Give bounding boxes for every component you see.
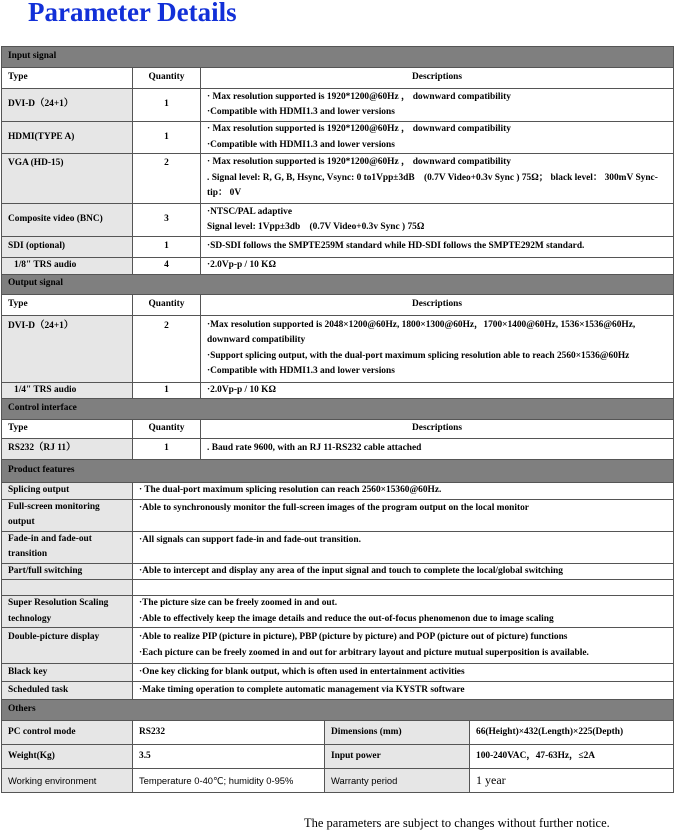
feature-name: Double-picture display	[2, 628, 133, 664]
spec-key: PC control mode	[2, 721, 133, 745]
page-title: Parameter Details	[28, 0, 237, 27]
feature-description: ·Able to intercept and display any area of the input signal and touch to complete the local/global switching	[133, 563, 674, 580]
feature-row	[2, 531, 674, 563]
spec-key: Weight(Kg)	[2, 745, 133, 769]
column-header-row	[2, 420, 674, 439]
section-header-others: Others	[2, 700, 674, 721]
spec-key: Working environment	[2, 769, 133, 793]
feature-description: ·Make timing operation to complete automatic management via KYSTR software	[133, 682, 674, 700]
parameter-table	[1, 46, 674, 793]
table-row	[2, 122, 674, 154]
feature-name: Splicing output	[2, 483, 133, 500]
row-quantity: 1	[133, 237, 201, 258]
row-description: · Max resolution supported is 1920*1200@60Hz ， downward compatibility . Signal level: R, G, B, Hsync, Vsync: 0 to1Vpp±3dB (0.7V Video+0.3v Sync ) 75Ω； black level： 300mV Sync-tip： 0V	[201, 154, 674, 204]
row-description: ·NTSC/PAL adaptive Signal level: 1Vpp±3db (0.7V Video+0.3v Sync ) 75Ω	[201, 204, 674, 237]
spec-key: Warranty period	[325, 769, 470, 793]
row-quantity: 1	[133, 122, 201, 154]
header-quantity: Quantity	[133, 68, 201, 89]
feature-name: Super Resolution Scaling technology	[2, 596, 133, 628]
feature-row	[2, 664, 674, 682]
row-quantity: 4	[133, 258, 201, 275]
feature-description: ·All signals can support fade-in and fade-out transition.	[133, 531, 674, 563]
row-description: · Max resolution supported is 1920*1200@60Hz ， downward compatibility ·Compatible with HDMI1.3 and lower versions	[201, 122, 674, 154]
header-descriptions: Descriptions	[201, 294, 674, 315]
header-quantity: Quantity	[133, 294, 201, 315]
feature-row	[2, 628, 674, 664]
feature-description: ·Able to realize PIP (picture in picture), PBP (picture by picture) and POP (picture out of picture) functions ·Each picture can be freely zoomed in and out for arbitrary layout and picture mutual superposition is available.	[133, 628, 674, 664]
feature-name	[2, 580, 133, 596]
feature-name: Full-screen monitoring output	[2, 499, 133, 531]
others-row	[2, 769, 674, 793]
row-type: 1/4" TRS audio	[2, 382, 133, 399]
feature-description: ·The picture size can be freely zoomed in and out. ·Able to effectively keep the image details and reduce the out-of-focus phenomenon due to image scaling	[133, 596, 674, 628]
feature-row	[2, 596, 674, 628]
row-type: DVI-D（24+1）	[2, 315, 133, 382]
header-descriptions: Descriptions	[201, 420, 674, 439]
table-row	[2, 258, 674, 275]
header-type: Type	[2, 68, 133, 89]
header-descriptions: Descriptions	[201, 68, 674, 89]
feature-row	[2, 682, 674, 700]
spec-key: Input power	[325, 745, 470, 769]
feature-row-empty	[2, 580, 674, 596]
feature-description: · The dual-port maximum splicing resolution can reach 2560×15360@60Hz.	[133, 483, 674, 500]
table-row	[2, 315, 674, 382]
feature-name: Fade-in and fade-out transition	[2, 531, 133, 563]
table-row	[2, 237, 674, 258]
row-description: ·Max resolution supported is 2048×1200@60Hz, 1800×1300@60Hz，1700×1400@60Hz, 1536×1536@60Hz, downward compatibility ·Support splicing output, with the dual-port maximum splicing resolution able to reach 2560×1536@60Hz ·Compatible with HDMI1.3 and lower versions	[201, 315, 674, 382]
row-quantity: 2	[133, 315, 201, 382]
row-type: SDI (optional)	[2, 237, 133, 258]
others-row	[2, 745, 674, 769]
spec-key: Dimensions (mm)	[325, 721, 470, 745]
row-quantity: 1	[133, 439, 201, 460]
row-description: . Baud rate 9600, with an RJ 11-RS232 cable attached	[201, 439, 674, 460]
row-type: Composite video (BNC)	[2, 204, 133, 237]
spec-value: RS232	[133, 721, 325, 745]
row-type: RS232（RJ 11）	[2, 439, 133, 460]
row-description: · Max resolution supported is 1920*1200@60Hz ， downward compatibility ·Compatible with HDMI1.3 and lower versions	[201, 89, 674, 122]
row-type: HDMI(TYPE A)	[2, 122, 133, 154]
spec-value: 100-240VAC，47-63Hz，≤2A	[470, 745, 674, 769]
feature-name: Scheduled task	[2, 682, 133, 700]
feature-row	[2, 483, 674, 500]
others-row	[2, 721, 674, 745]
feature-name: Part/full switching	[2, 563, 133, 580]
section-header-control: Control interface	[2, 399, 674, 420]
table-row	[2, 89, 674, 122]
footer-note: The parameters are subject to changes without further notice.	[304, 816, 610, 830]
table-row	[2, 204, 674, 237]
feature-description	[133, 580, 674, 596]
row-type: VGA (HD-15)	[2, 154, 133, 204]
spec-value: Temperature 0-40℃; humidity 0-95%	[133, 769, 325, 793]
table-row	[2, 154, 674, 204]
column-header-row	[2, 294, 674, 315]
section-header-input: Input signal	[2, 47, 674, 68]
row-quantity: 3	[133, 204, 201, 237]
row-quantity: 2	[133, 154, 201, 204]
row-type: 1/8" TRS audio	[2, 258, 133, 275]
header-type: Type	[2, 294, 133, 315]
table-row	[2, 382, 674, 399]
section-header-output: Output signal	[2, 274, 674, 294]
feature-description: ·Able to synchronously monitor the full-screen images of the program output on the local monitor	[133, 499, 674, 531]
row-description: ·2.0Vp-p / 10 KΩ	[201, 258, 674, 275]
spec-value: 3.5	[133, 745, 325, 769]
row-quantity: 1	[133, 89, 201, 122]
feature-description: ·One key clicking for blank output, which is often used in entertainment activities	[133, 664, 674, 682]
header-quantity: Quantity	[133, 420, 201, 439]
feature-name: Black key	[2, 664, 133, 682]
row-quantity: 1	[133, 382, 201, 399]
table-row	[2, 439, 674, 460]
row-description: ·2.0Vp-p / 10 KΩ	[201, 382, 674, 399]
section-header-features: Product features	[2, 460, 674, 483]
header-type: Type	[2, 420, 133, 439]
spec-value: 66(Height)×432(Length)×225(Depth)	[470, 721, 674, 745]
feature-row	[2, 563, 674, 580]
feature-row	[2, 499, 674, 531]
row-description: ·SD-SDI follows the SMPTE259M standard while HD-SDI follows the SMPTE292M standard.	[201, 237, 674, 258]
spec-value: 1 year	[470, 769, 674, 793]
column-header-row	[2, 68, 674, 89]
row-type: DVI-D（24+1）	[2, 89, 133, 122]
